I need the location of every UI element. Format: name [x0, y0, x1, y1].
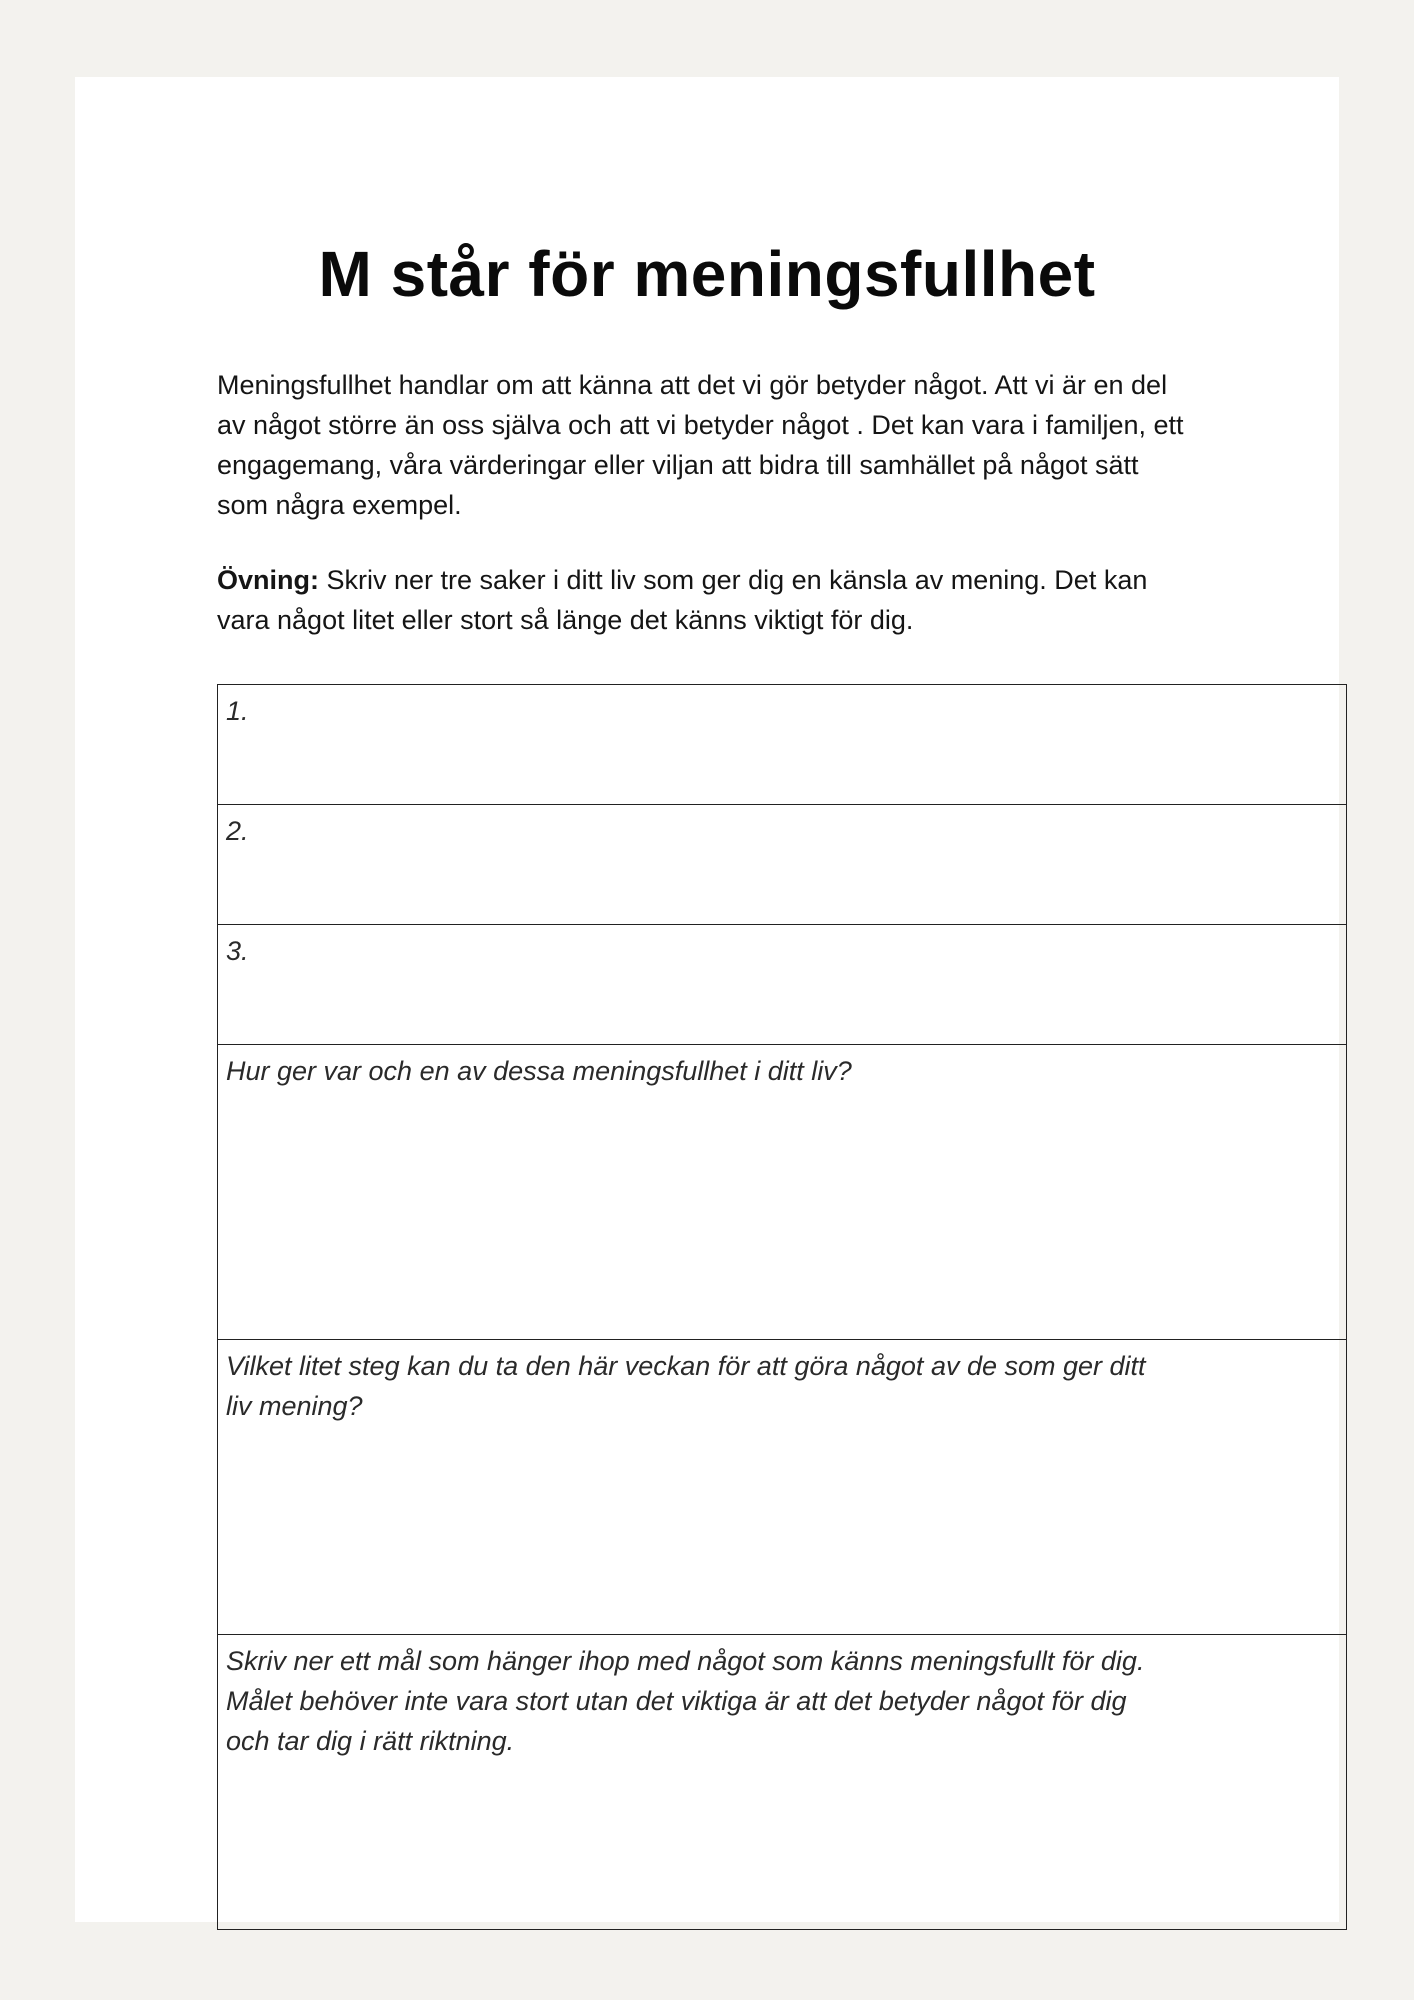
exercise-text: Skriv ner tre saker i ditt liv som ger dig en känsla av mening. Det kan — [319, 565, 1148, 595]
cell-prompt: Målet behöver inte vara stort utan det viktiga är att det betyder något för dig — [226, 1686, 1127, 1716]
cell-prompt: och tar dig i rätt riktning. — [226, 1726, 515, 1756]
cell-prompt: liv mening? — [226, 1391, 363, 1421]
cell-prompt: 1. — [226, 696, 249, 726]
page-title: M står för meningsfullhet — [318, 238, 1096, 310]
intro-line: som några exempel. — [217, 490, 462, 520]
exercise-paragraph — [217, 560, 1147, 640]
answer-cell-small-step[interactable] — [218, 1340, 1347, 1635]
exercise-label: Övning: — [217, 565, 319, 595]
answer-cell-how-meaningful[interactable] — [218, 1045, 1347, 1340]
answer-cell-goal[interactable] — [218, 1635, 1347, 1930]
intro-line: engagemang, våra värderingar eller viljan att bidra till samhället på något sätt — [217, 450, 1139, 480]
answer-cell-2[interactable] — [218, 805, 1347, 925]
cell-prompt: Hur ger var och en av dessa meningsfullhet i ditt liv? — [226, 1056, 852, 1086]
cell-prompt: Skriv ner ett mål som hänger ihop med något som känns meningsfullt för dig. — [226, 1646, 1145, 1676]
cell-prompt: 2. — [226, 816, 249, 846]
intro-line: Meningsfullhet handlar om att känna att det vi gör betyder något. Att vi är en del — [217, 370, 1168, 400]
exercise-text: vara något litet eller stort så länge det känns viktigt för dig. — [217, 605, 914, 635]
cell-prompt: Vilket litet steg kan du ta den här veckan för att göra något av de som ger ditt — [226, 1351, 1146, 1381]
answer-table — [217, 684, 1347, 1930]
answer-cell-1[interactable] — [218, 685, 1347, 805]
answer-cell-3[interactable] — [218, 925, 1347, 1045]
intro-paragraph — [217, 365, 1184, 525]
worksheet-page — [75, 77, 1339, 1922]
intro-line: av något större än oss själva och att vi betyder något . Det kan vara i familjen, ett — [217, 410, 1184, 440]
cell-prompt: 3. — [226, 936, 249, 966]
